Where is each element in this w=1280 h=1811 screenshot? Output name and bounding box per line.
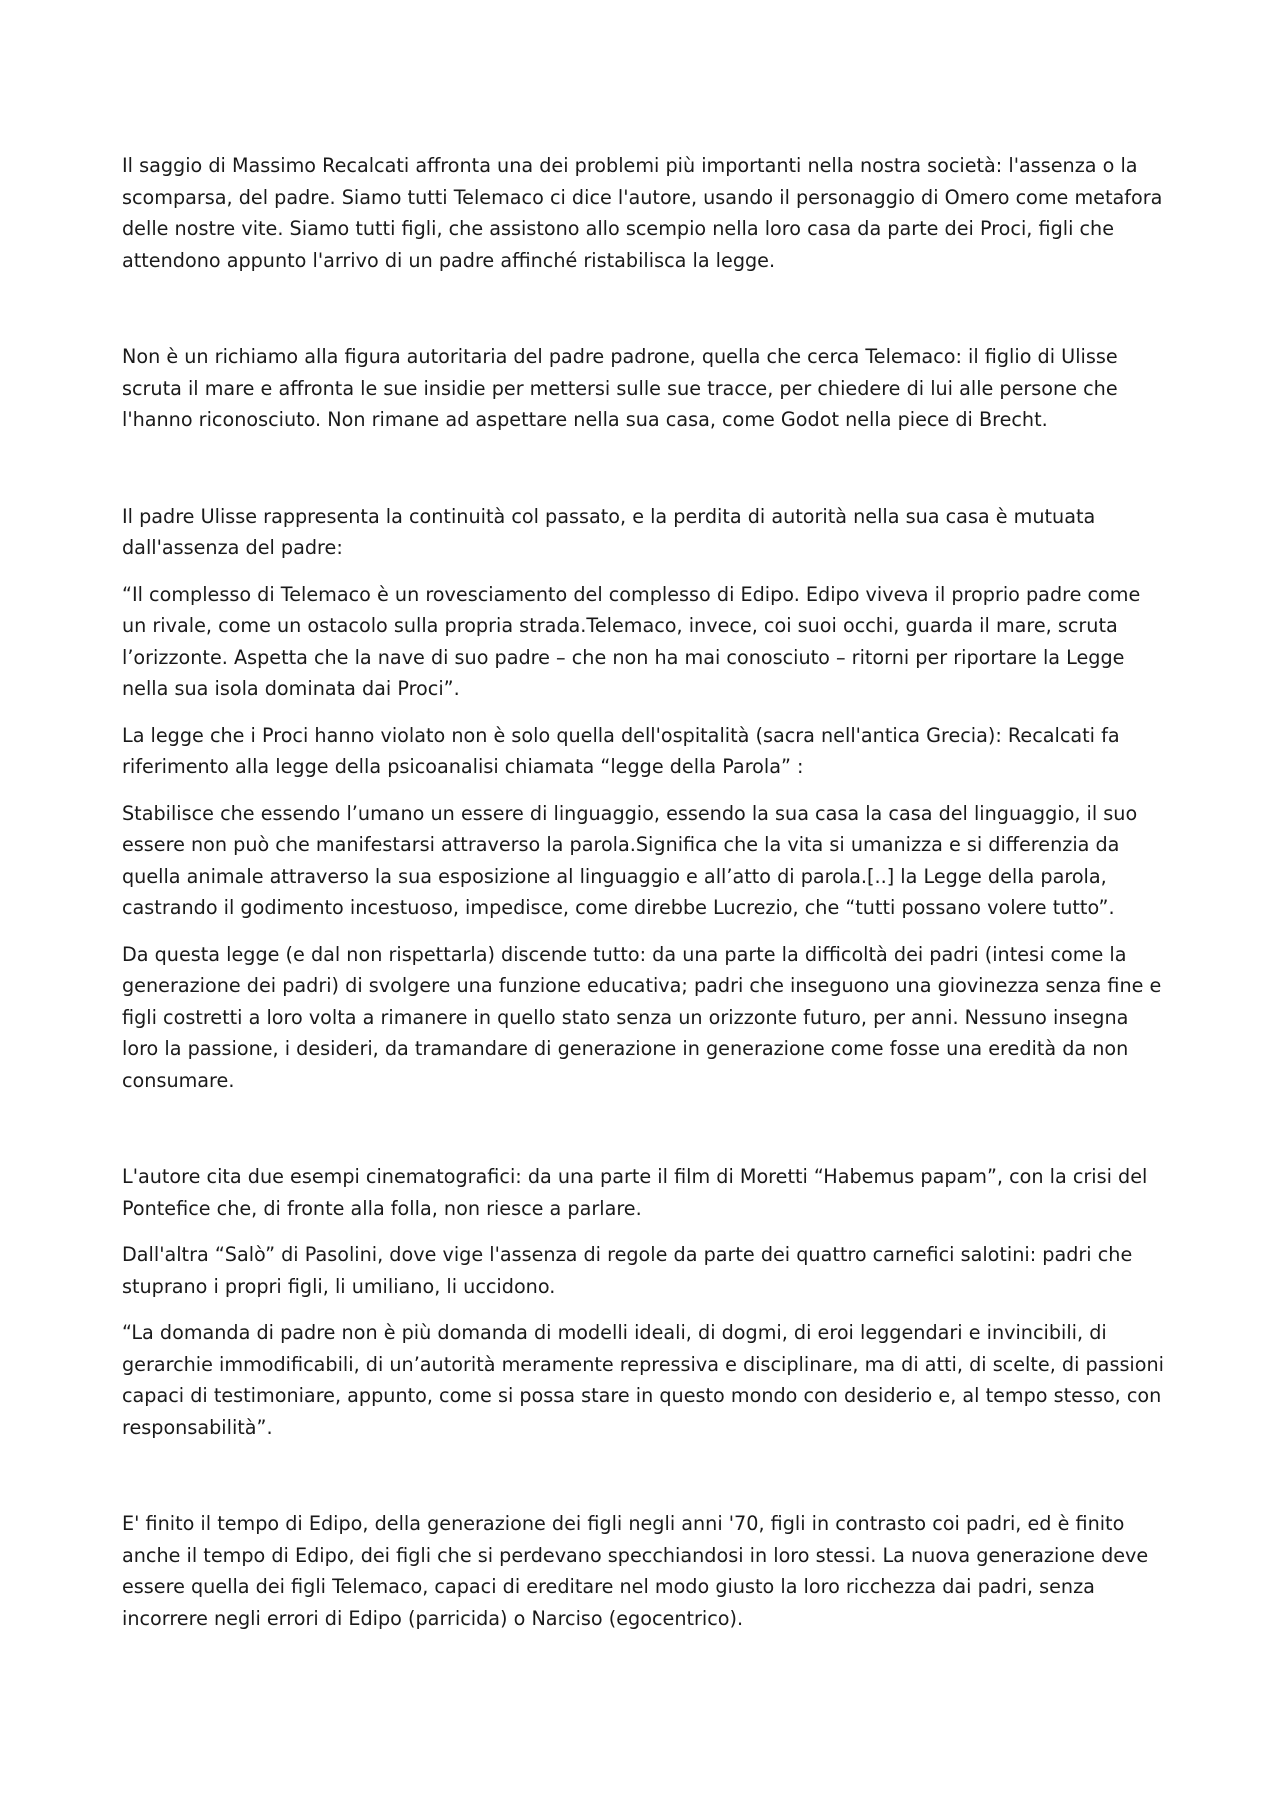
paragraph-gap bbox=[122, 1111, 1167, 1161]
paragraph-conclusion: E' finito il tempo di Edipo, della generazione dei figli negli anni '70, figli in contrasto coi padri, ed è finito anche il tempo di Edipo, dei figli che si perdevano specchiandosi in loro stessi. La nuova generazione deve essere quella dei figli Telemaco, capaci di ereditare nel modo giusto la loro ricchezza dai padri, senza incorrere negli errori di Edipo (parricida) o Narciso (egocentrico). bbox=[122, 1512, 1149, 1630]
quote-stabilisce: Stabilisce che essendo l’umano un essere di linguaggio, essendo la sua casa la casa del linguaggio, il suo essere non può che manifestarsi attraverso la parola.Significa che la vita si umanizza e si differenzia da quella animale attraverso la sua esposizione al linguaggio e all’atto di parola.[..] la Legge della parola, castrando il godimento incestuoso, impedisce, come direbbe Lucrezio, che “tutti possano volere tutto”. bbox=[122, 801, 1138, 919]
paragraph-gap bbox=[122, 451, 1167, 501]
paragraph-esempi-cinematografici: L'autore cita due esempi cinematografici: da una parte il film di Moretti “Habemus papam”, con la crisi del Pontefice che, di fronte alla folla, non riesce a parlare. bbox=[122, 1165, 1148, 1220]
document-body bbox=[122, 150, 1167, 1649]
quote-complesso-telemaco: “Il complesso di Telemaco è un rovesciamento del complesso di Edipo. Edipo viveva il proprio padre come un rivale, come un ostacolo sulla propria strada.Telemaco, invece, coi suoi occhi, guarda il mare, scruta l’orizzonte. Aspetta che la nave di suo padre – che non ha mai conosciuto – ritorni per riportare la Legge nella sua isola dominata dai Proci”. bbox=[122, 582, 1141, 700]
paragraph-da-questa-legge: Da questa legge (e dal non rispettarla) discende tutto: da una parte la difficoltà dei padri (intesi come la generazione dei padri) di svolgere una funzione educativa; padri che inseguono una giovinezza senza fine e figli costretti a loro volta a rimanere in quello stato senza un orizzonte futuro, per anni. Nessuno insegna loro la passione, i desideri, da tramandare di generazione in generazione come fosse una eredità da non consumare. bbox=[122, 942, 1162, 1092]
paragraph-gap bbox=[122, 291, 1167, 341]
paragraph-ulisse-continuity: Il padre Ulisse rappresenta la continuità col passato, e la perdita di autorità nella sua casa è mutuata dall'assenza del padre: bbox=[122, 504, 1096, 559]
quote-domanda-di-padre: “La domanda di padre non è più domanda di modelli ideali, di dogmi, di eroi leggendari e invincibili, di gerarchie immodificabili, di un’autorità meramente repressiva e disciplinare, ma di atti, di scelte, di passioni capaci di testimoniare, appunto, come si possa stare in questo mondo con desiderio e, al tempo stesso, con responsabilità”. bbox=[122, 1321, 1164, 1439]
paragraph-gap bbox=[122, 1458, 1167, 1508]
paragraph-intro: Il saggio di Massimo Recalcati affronta una dei problemi più importanti nella nostra società: l'assenza o la scomparsa, del padre. Siamo tutti Telemaco ci dice l'autore, usando il personaggio di Omero come metafora delle nostre vite. Siamo tutti figli, che assistono allo scempio nella loro casa da parte dei Proci, figli che attendono appunto l'arrivo di un padre affinché ristabilisca la legge. bbox=[122, 154, 1163, 272]
paragraph-legge-parola: La legge che i Proci hanno violato non è solo quella dell'ospitalità (sacra nell'antica Grecia): Recalcati fa riferimento alla legge della psicoanalisi chiamata “legge della Parola” : bbox=[122, 723, 1120, 778]
paragraph-telemaco-search: Non è un richiamo alla figura autoritaria del padre padrone, quella che cerca Telemaco: il figlio di Ulisse scruta il mare e affronta le sue insidie per mettersi sulle sue tracce, per chiedere di lui alle persone che l'hanno riconosciuto. Non rimane ad aspettare nella sua casa, come Godot nella piece di Brecht. bbox=[122, 345, 1118, 431]
paragraph-salo: Dall'altra “Salò” di Pasolini, dove vige l'assenza di regole da parte dei quattro carnefici salotini: padri che stuprano i propri figli, li umiliano, li uccidono. bbox=[122, 1243, 1133, 1298]
